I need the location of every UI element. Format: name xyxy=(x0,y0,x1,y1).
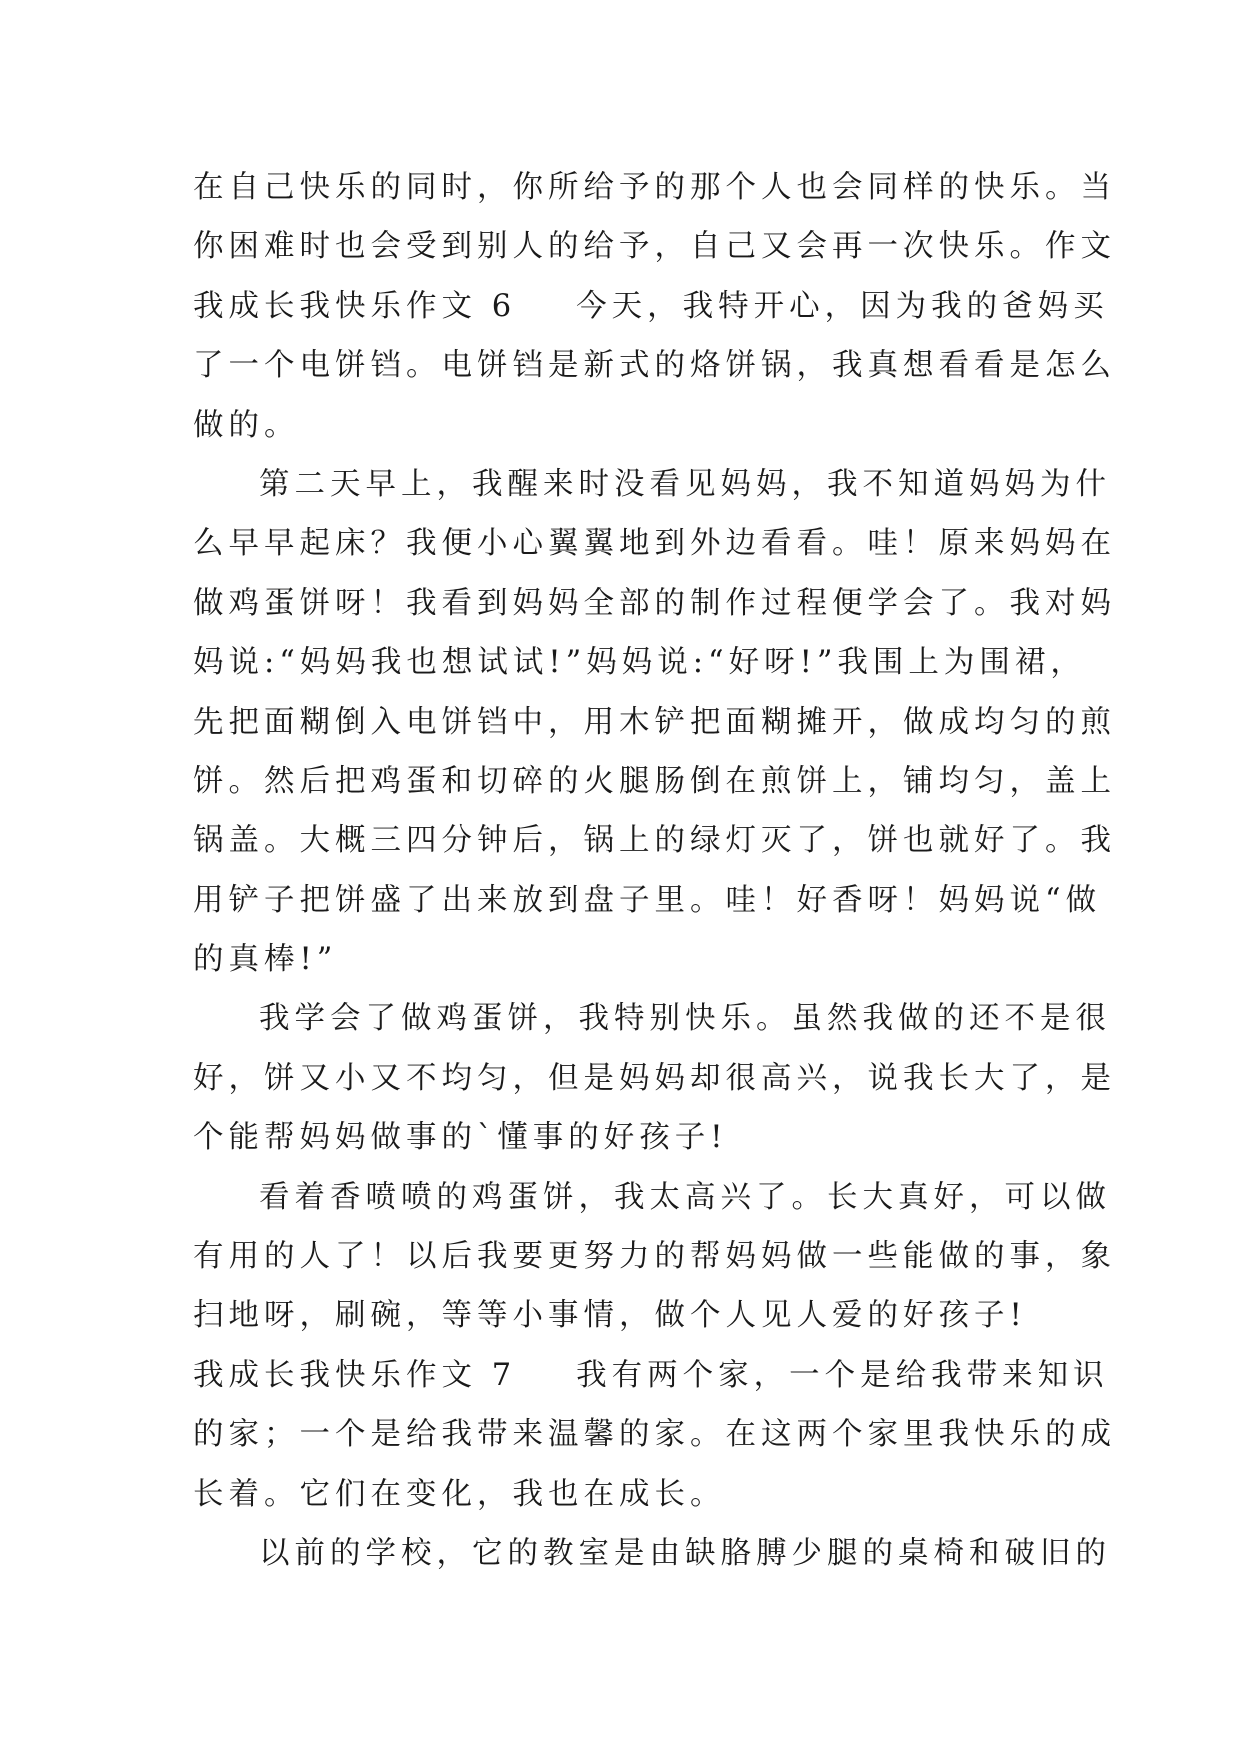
text-segment: 个能帮妈妈做事的`懂事的好孩子! xyxy=(193,1120,728,1156)
text-segment: 么早早起床？我便小心翼翼地到外边看看。哇！原来妈妈在 xyxy=(193,526,1116,562)
text-line xyxy=(193,158,1116,217)
text-line xyxy=(193,396,1053,455)
text-segment: 的家；一个是给我带来温馨的家。在这两个家里我快乐的成 xyxy=(193,1417,1116,1453)
text-segment: 扫地呀，刷碗，等等小事情，做个人见人爱的好孩子! xyxy=(193,1298,1027,1334)
text-segment: 我有两个家，一个是给我带来知识 xyxy=(576,1357,1109,1393)
text-segment: 做的。 xyxy=(193,407,300,443)
text-segment: 饼。然后把鸡蛋和切碎的火腿肠倒在煎饼上，铺均匀，盖上 xyxy=(193,763,1116,799)
text-line xyxy=(193,1286,1053,1345)
text-line xyxy=(193,871,1102,930)
text-line xyxy=(193,1465,1053,1524)
text-segment: 好，饼又小又不均匀，但是妈妈却很高兴，说我长大了，是 xyxy=(193,1060,1116,1096)
text-line xyxy=(193,989,1111,1048)
text-line xyxy=(193,277,1109,336)
text-line xyxy=(193,1346,1109,1405)
text-line xyxy=(193,336,1116,395)
text-line xyxy=(193,1405,1116,1464)
text-line xyxy=(193,1049,1116,1108)
text-segment: 妈说:“妈妈我也想试试!”妈妈说:“好呀!”我围上为围裙， xyxy=(193,645,1086,681)
text-line xyxy=(193,811,1116,870)
text-segment: 用铲子把饼盛了出来放到盘子里。哇！好香呀！妈妈说“做 xyxy=(193,882,1102,918)
text-line xyxy=(193,1168,1111,1227)
text-line xyxy=(193,752,1116,811)
text-line xyxy=(193,574,1116,633)
text-segment: 先把面糊倒入电饼铛中，用木铲把面糊摊开，做成均匀的煎 xyxy=(193,704,1116,740)
text-line xyxy=(193,514,1116,573)
text-segment: 在自己快乐的同时，你所给予的那个人也会同样的快乐。当 xyxy=(193,170,1116,205)
text-segment: 了一个电饼铛。电饼铛是新式的烙饼锅，我真想看看是怎么 xyxy=(193,348,1116,384)
essay-text-body xyxy=(193,158,1116,1583)
text-segment: 做鸡蛋饼呀！我看到妈妈全部的制作过程便学会了。我对妈 xyxy=(193,585,1116,621)
text-line xyxy=(193,930,1053,989)
text-line xyxy=(193,1227,1116,1286)
text-segment: 长着。它们在变化，我也在成长。 xyxy=(193,1476,726,1512)
text-line xyxy=(193,217,1116,276)
text-segment: 今天，我特开心，因为我的爸妈买 xyxy=(576,288,1109,324)
text-line xyxy=(193,1524,1111,1583)
text-segment: 看着香喷喷的鸡蛋饼，我太高兴了。长大真好，可以做 xyxy=(259,1179,1111,1215)
text-line xyxy=(193,455,1111,514)
text-line xyxy=(193,693,1116,752)
text-line xyxy=(193,1108,1053,1167)
essay-heading: 我成长我快乐作文 6 xyxy=(193,288,517,324)
text-line xyxy=(193,633,1086,692)
text-segment: 第二天早上，我醒来时没看见妈妈，我不知道妈妈为什 xyxy=(259,466,1111,502)
text-segment: 我学会了做鸡蛋饼，我特别快乐。虽然我做的还不是很 xyxy=(259,1001,1111,1037)
essay-heading: 我成长我快乐作文 7 xyxy=(193,1357,517,1393)
text-segment: 有用的人了！以后我要更努力的帮妈妈做一些能做的事，象 xyxy=(193,1239,1116,1275)
text-segment: 的真棒!” xyxy=(193,942,338,978)
text-segment: 以前的学校，它的教室是由缺胳膊少腿的桌椅和破旧的 xyxy=(259,1535,1111,1571)
text-segment: 你困难时也会受到别人的给予，自己又会再一次快乐。作文 xyxy=(193,229,1116,265)
text-segment: 锅盖。大概三四分钟后，锅上的绿灯灭了，饼也就好了。我 xyxy=(193,823,1116,859)
